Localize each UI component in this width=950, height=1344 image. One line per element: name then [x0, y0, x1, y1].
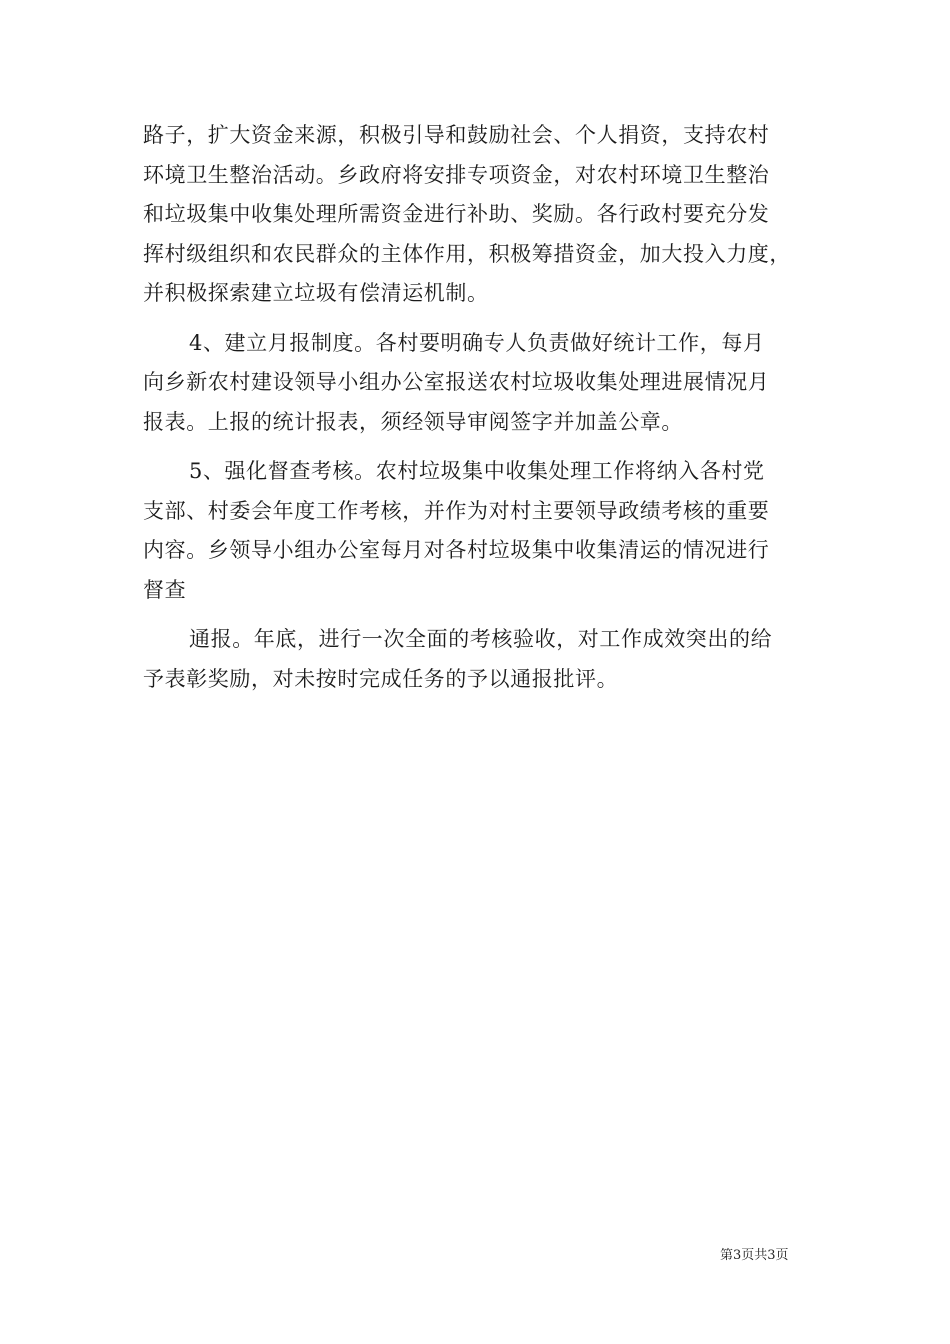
paragraph-funding — [143, 116, 813, 314]
paragraph-gap — [143, 610, 813, 620]
document-body — [143, 116, 813, 699]
paragraph-line: 路子，扩大资金来源，积极引导和鼓励社会、个人捐资，支持农村 — [143, 123, 770, 147]
paragraph-line: 4、建立月报制度。各村要明确专人负责做好统计工作，每月 — [189, 330, 765, 355]
paragraph-line: 督查 — [143, 577, 187, 602]
paragraph-line: 5、强化督查考核。农村垃圾集中收集处理工作将纳入各村党 — [189, 459, 765, 483]
paragraph-line: 报表。上报的统计报表，须经领导审阅签字并加盖公章。 — [143, 409, 683, 434]
paragraph-gap — [143, 442, 813, 452]
paragraph-line: 和垃圾集中收集处理所需资金进行补助、奖励。各行政村要充分发 — [143, 202, 770, 226]
paragraph-notification — [143, 620, 813, 699]
paragraph-monthly-report — [143, 324, 813, 443]
paragraph-line: 予表彰奖励，对未按时完成任务的予以通报批评。 — [143, 666, 619, 691]
paragraph-line: 并积极探索建立垃圾有偿清运机制。 — [143, 281, 489, 305]
paragraph-line: 内容。乡领导小组办公室每月对各村垃圾集中收集清运的情况进行 — [143, 538, 770, 562]
paragraph-gap — [143, 314, 813, 324]
paragraph-line: 向乡新农村建设领导小组办公室报送农村垃圾收集处理进展情况月 — [143, 370, 770, 394]
paragraph-line: 通报。年底，进行一次全面的考核验收，对工作成效突出的给 — [189, 627, 773, 651]
paragraph-line: 挥村级组织和农民群众的主体作用，积极筹措资金，加大投入力度， — [143, 241, 791, 266]
paragraph-line: 支部、村委会年度工作考核，并作为对村主要领导政绩考核的重要 — [143, 498, 770, 523]
paragraph-line: 环境卫生整治活动。乡政府将安排专项资金，对农村环境卫生整治 — [143, 162, 770, 187]
page-number: 第3页共3页 — [720, 1248, 789, 1263]
paragraph-supervision — [143, 452, 813, 610]
